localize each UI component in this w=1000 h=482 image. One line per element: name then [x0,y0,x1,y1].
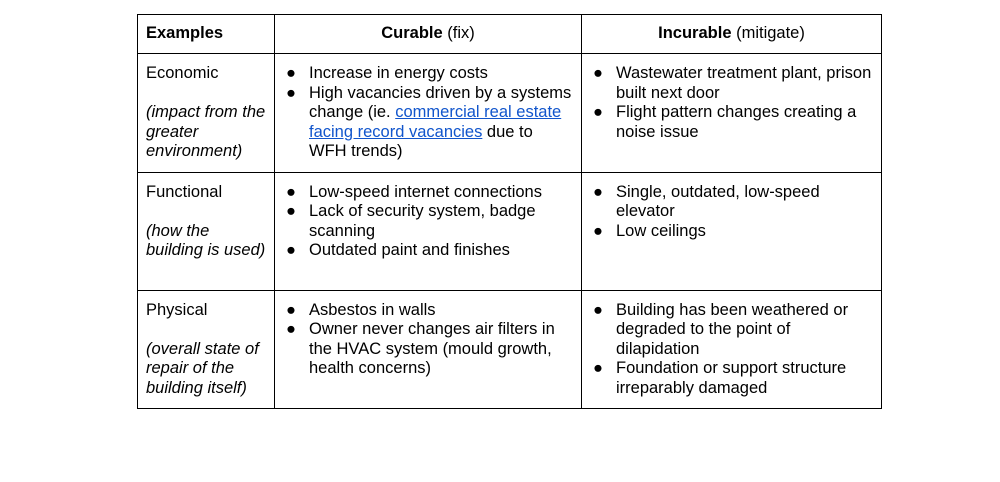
incurable-list [590,183,873,242]
list-item-text: Lack of security system, badge scanning [309,202,536,240]
commercial-real-estate-link[interactable]: commercial real estate facing record vacancies [309,103,562,141]
bullet-icon: ● [286,182,296,201]
bullet-icon: ● [593,103,603,121]
table-row-physical [138,290,882,409]
list-item-text: Building has been weathered or degraded to the point of dilapidation [616,300,849,358]
list-item-text: Asbestos in walls [309,300,436,319]
table-row-economic [138,54,882,173]
category-label: Economic [146,64,219,82]
list-item [283,64,573,84]
bullet-icon: ● [286,64,296,82]
category-cell-physical [138,290,275,409]
category-note: (how the building is used) [146,221,266,259]
list-item [590,183,873,222]
header-incurable [582,15,882,54]
category-label: Functional [146,182,223,201]
header-examples [138,15,275,54]
curable-cell-functional [275,172,582,290]
list-item-text: Foundation or support structure irreparably damaged [616,359,847,397]
category-label: Physical [146,300,208,319]
bullet-icon: ● [593,359,603,377]
curable-list [283,183,573,261]
list-item [283,320,573,379]
incurable-cell-physical [582,290,882,409]
category-note: (impact from the greater environment) [146,103,266,160]
bullet-icon: ● [593,221,603,240]
curable-list [283,301,573,379]
list-item-text: Low ceilings [616,221,706,240]
curable-cell-physical [275,290,582,409]
category-cell-economic [138,54,275,173]
bullet-icon: ● [286,83,296,102]
list-item [590,64,873,103]
list-item [283,202,573,241]
list-item-text: High vacancies driven by a systems change (ie. [309,83,572,121]
bullet-icon: ● [286,241,296,259]
curable-list [283,64,573,162]
bullet-icon: ● [286,320,296,338]
bullet-icon: ● [593,182,603,201]
list-item-text: Increase in energy costs [309,64,488,82]
table-row-functional [138,172,882,290]
depreciation-examples-table [137,14,882,409]
header-curable-qualifier: (fix) [442,24,475,43]
header-incurable-qualifier: (mitigate) [731,24,805,43]
bullet-icon: ● [593,64,603,82]
list-item [590,301,873,360]
list-item [283,183,573,203]
list-item-text: Flight pattern changes creating a noise issue [616,103,857,141]
list-item [590,222,873,242]
header-examples-label: Examples [146,24,224,43]
category-note: (overall state of repair of the building itself) [146,339,259,397]
list-item [590,359,873,398]
header-curable [275,15,582,54]
header-incurable-label: Incurable [658,24,732,43]
list-item-text: Wastewater treatment plant, prison built next door [616,64,872,102]
incurable-cell-functional [582,172,882,290]
incurable-cell-economic [582,54,882,173]
incurable-list [590,301,873,399]
list-item [283,301,573,321]
list-item-text-after-link: due to WFH trends) [309,122,533,160]
category-cell-functional [138,172,275,290]
list-item-text: Low-speed internet connections [309,182,542,201]
bullet-icon: ● [286,202,296,220]
curable-cell-economic [275,54,582,173]
header-row [138,15,882,54]
list-item [283,241,573,261]
list-item-text: Single, outdated, low-speed elevator [616,182,820,220]
header-curable-label: Curable [381,24,443,43]
bullet-icon: ● [286,300,296,319]
list-item-text: Outdated paint and finishes [309,241,510,259]
list-item [283,84,573,162]
list-item [590,103,873,142]
incurable-list [590,64,873,142]
list-item-text: Owner never changes air filters in the HVAC system (mould growth, health concerns) [309,320,555,377]
bullet-icon: ● [593,300,603,319]
